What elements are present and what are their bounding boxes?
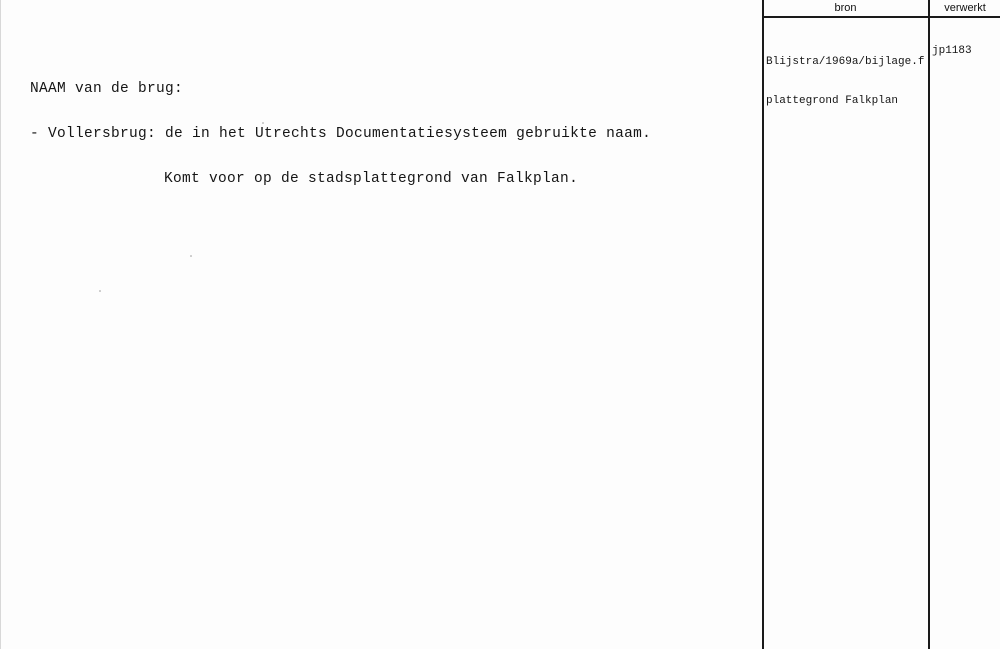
- paper-speck: [190, 255, 192, 257]
- header-rule: [762, 16, 1000, 18]
- paper-speck: [262, 122, 264, 124]
- verwerkt-column-divider: [928, 0, 930, 649]
- bridge-name-entry: - Vollersbrug: de in het Utrechts Documentatiesysteem gebruikte naam.: [30, 126, 652, 142]
- verwerkt-entry: jp1183: [932, 45, 972, 57]
- bridge-name-note: Komt voor op de stadsplattegrond van Falkplan.: [164, 171, 579, 187]
- bron-entry-line-2: plattegrond Falkplan: [766, 95, 899, 107]
- bron-column-divider: [762, 0, 764, 649]
- paper-speck: [99, 290, 101, 292]
- bron-entry-line-1: Blijstra/1969a/bijlage.f: [766, 56, 925, 68]
- bridge-name-heading: NAAM van de brug:: [30, 81, 184, 97]
- bron-entry: [766, 30, 924, 134]
- card-edge: [0, 0, 1, 649]
- verwerkt-column-header: verwerkt: [944, 2, 986, 14]
- card-body-text: [30, 52, 651, 217]
- bron-column-header: bron: [834, 2, 857, 14]
